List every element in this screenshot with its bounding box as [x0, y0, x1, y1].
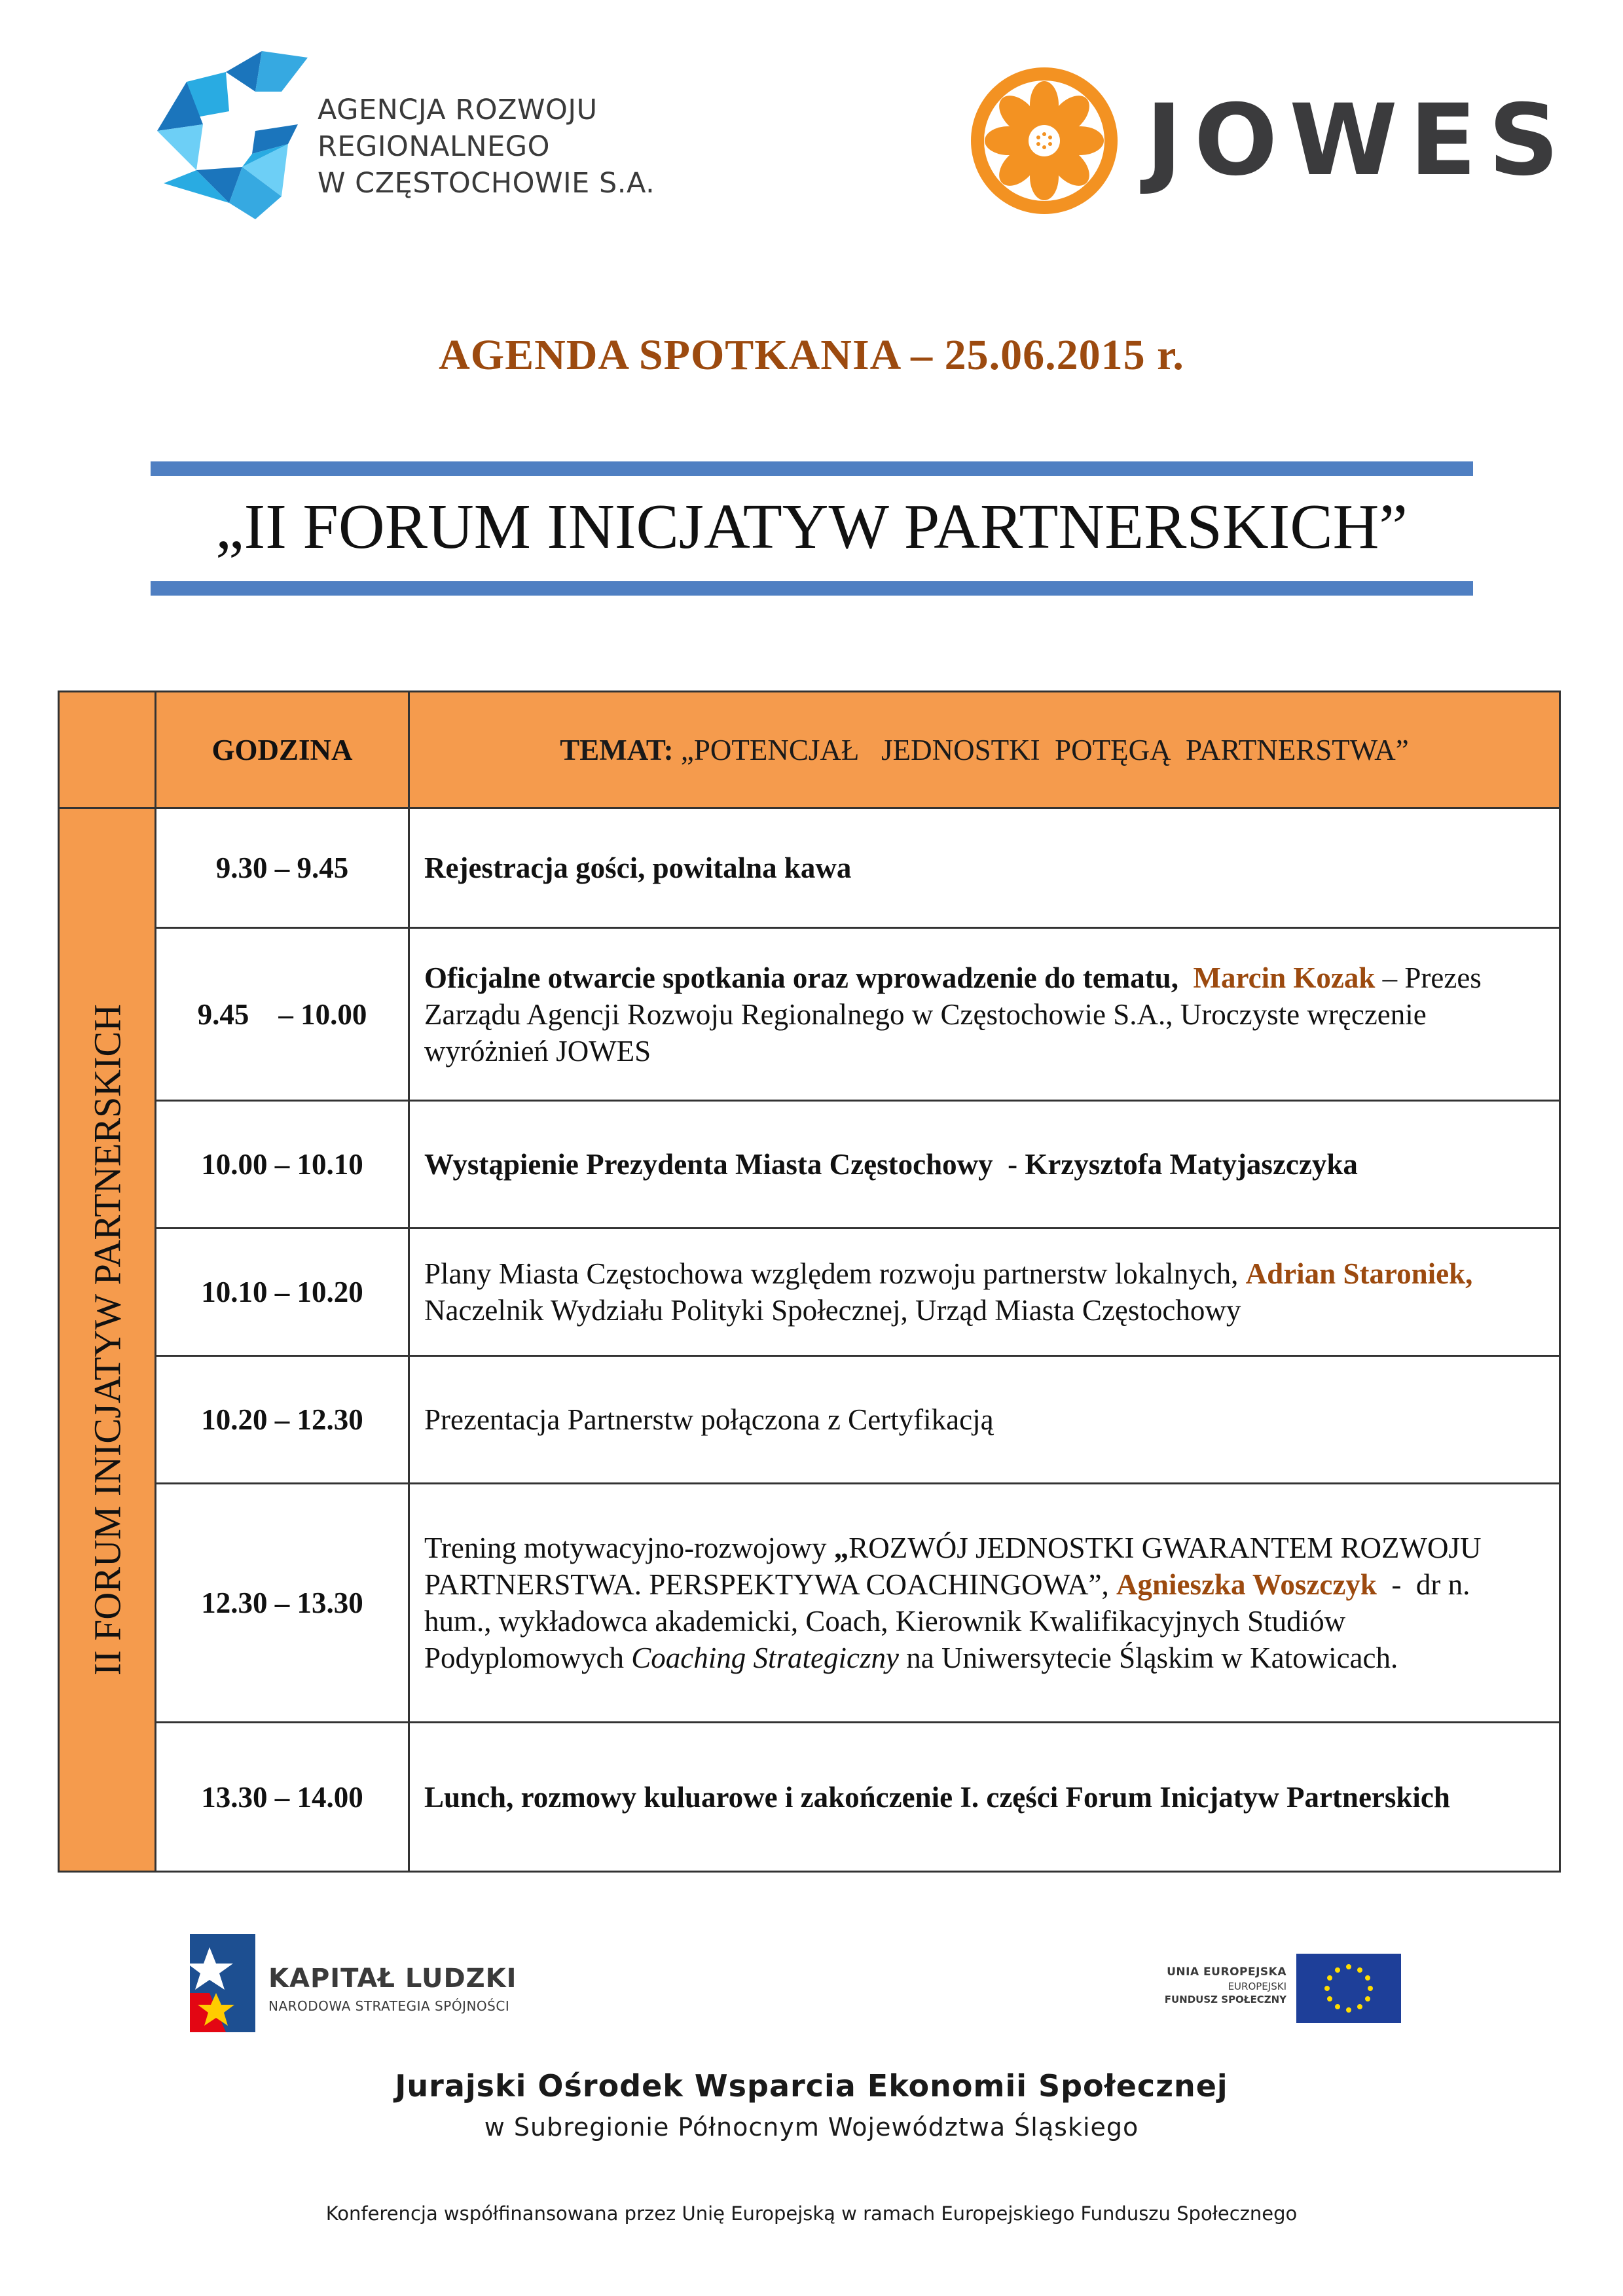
row-topic — [410, 1357, 1559, 1484]
eu-text — [1165, 1965, 1286, 2005]
topic-text: Rejestracja gości, powitalna kawa — [424, 852, 852, 884]
topic-text: ROZWÓJ JEDNOSTKI GWARANTEM ROZWOJU PARTNERSTWA. PERSPEKTYWA COACHINGOWA”, — [424, 1532, 1482, 1601]
header-topic-title: „POTENCJAŁ JEDNOSTKI POTĘGĄ PARTNERSTWA” — [673, 733, 1409, 766]
topic-text: - dr n. hum., wykładowca akademicki, Coach, Kierownik Kwalifikacyjnych Studiów Podyplomowych — [424, 1568, 1478, 1674]
footer-region: w Subregionie Północnym Województwa Śląskiego — [484, 2113, 1139, 2142]
eu-line-1: UNIA EUROPEJSKA — [1167, 1965, 1286, 1979]
topic-text: Lunch, rozmowy kuluarowe i zakończenie I. części Forum Inicjatyw Partnerskich — [424, 1780, 1450, 1814]
row-time: 9.45 – 10.00 — [156, 929, 410, 1102]
topic-text-italic: Coaching Strategiczny — [631, 1641, 899, 1674]
topic-text: Plany Miasta Częstochowa względem rozwoju partnerstw lokalnych, — [424, 1257, 1246, 1290]
topic-text: „ — [833, 1532, 849, 1564]
footer-organization: Jurajski Ośrodek Wsparcia Ekonomii Społecznej — [395, 2068, 1228, 2104]
row-topic — [410, 1229, 1559, 1357]
arr-line-1: AGENCJA ROZWOJU — [318, 94, 598, 126]
eu-flag-icon — [1296, 1954, 1401, 2023]
agenda-table — [58, 691, 1561, 1873]
row-time: 13.30 – 14.00 — [156, 1723, 410, 1871]
speaker-name: Marcin Kozak — [1193, 961, 1376, 994]
row-topic — [410, 809, 1559, 929]
title-rule-bottom — [151, 581, 1473, 596]
kapital-ludzki-logo — [190, 1928, 530, 2039]
kapital-ludzki-icon — [190, 1928, 255, 2039]
kapital-ludzki-subtitle: NARODOWA STRATEGIA SPÓJNOŚCI — [268, 1998, 510, 2014]
arr-line-2: REGIONALNEGO — [318, 130, 550, 163]
arr-logo — [157, 46, 655, 223]
row-time: 10.00 – 10.10 — [156, 1102, 410, 1229]
row-time: 10.20 – 12.30 — [156, 1357, 410, 1484]
side-label: II FORUM INICJATYW PARTNERSKICH — [86, 1003, 128, 1676]
jowes-logo — [969, 65, 1571, 216]
arr-star-logo-icon — [157, 46, 308, 223]
topic-text: Naczelnik Wydziału Polityki Społecznej, Urząd Miasta Częstochowy — [424, 1294, 1241, 1327]
topic-text: Trening motywacyjno-rozwojowy — [424, 1532, 834, 1564]
topic-text: Wystąpienie Prezydenta Miasta Częstochowy - Krzysztofa Matyjaszczyka — [424, 1148, 1358, 1181]
forum-title: „II FORUM INICJATYW PARTNERSKICH” — [215, 492, 1408, 562]
eu-logo — [1113, 1954, 1401, 2026]
topic-text: Oficjalne otwarcie spotkania oraz wprowadzenie do tematu, — [424, 961, 1178, 994]
eu-line-2: EUROPEJSKI — [1228, 1981, 1286, 1992]
header-corner-cell — [60, 692, 156, 809]
row-topic — [410, 929, 1559, 1102]
speaker-name: Agnieszka Woszczyk — [1116, 1568, 1377, 1601]
row-time: 12.30 – 13.30 — [156, 1484, 410, 1723]
header-topic-prefix: TEMAT: — [560, 733, 674, 766]
row-time: 9.30 – 9.45 — [156, 809, 410, 929]
eu-line-3: FUNDUSZ SPOŁECZNY — [1164, 1994, 1286, 2005]
title-rule-top — [151, 461, 1473, 476]
arr-name — [318, 92, 655, 202]
row-topic — [410, 1484, 1559, 1723]
jowes-flower-icon — [969, 65, 1120, 216]
jowes-wordmark: JOWES — [1146, 84, 1571, 198]
header-time: GODZINA — [156, 692, 410, 809]
side-label-cell — [60, 809, 156, 1871]
header-topic — [410, 692, 1559, 809]
row-time: 10.10 – 10.20 — [156, 1229, 410, 1357]
footer-cofunding-note: Konferencja współfinansowana przez Unię Europejską w ramach Europejskiego Funduszu Społecznego — [325, 2202, 1298, 2225]
agenda-title: AGENDA SPOTKANIA – 25.06.2015 r. — [439, 331, 1184, 379]
row-topic — [410, 1102, 1559, 1229]
topic-text: na Uniwersytecie Śląskim w Katowicach. — [898, 1641, 1398, 1674]
topic-text: Prezentacja Partnerstw połączona z Certyfikacją — [424, 1403, 994, 1436]
arr-line-3: W CZĘSTOCHOWIE S.A. — [318, 167, 655, 200]
kapital-ludzki-title: KAPITAŁ LUDZKI — [268, 1964, 517, 1994]
row-topic — [410, 1723, 1559, 1871]
topic-text: – Prezes Zarządu Agencji Rozwoju Regionalnego w Częstochowie S.A., Uroczyste wręczenie wyróżnień JOWES — [424, 961, 1482, 1067]
speaker-name: Adrian Staroniek, — [1245, 1257, 1473, 1290]
